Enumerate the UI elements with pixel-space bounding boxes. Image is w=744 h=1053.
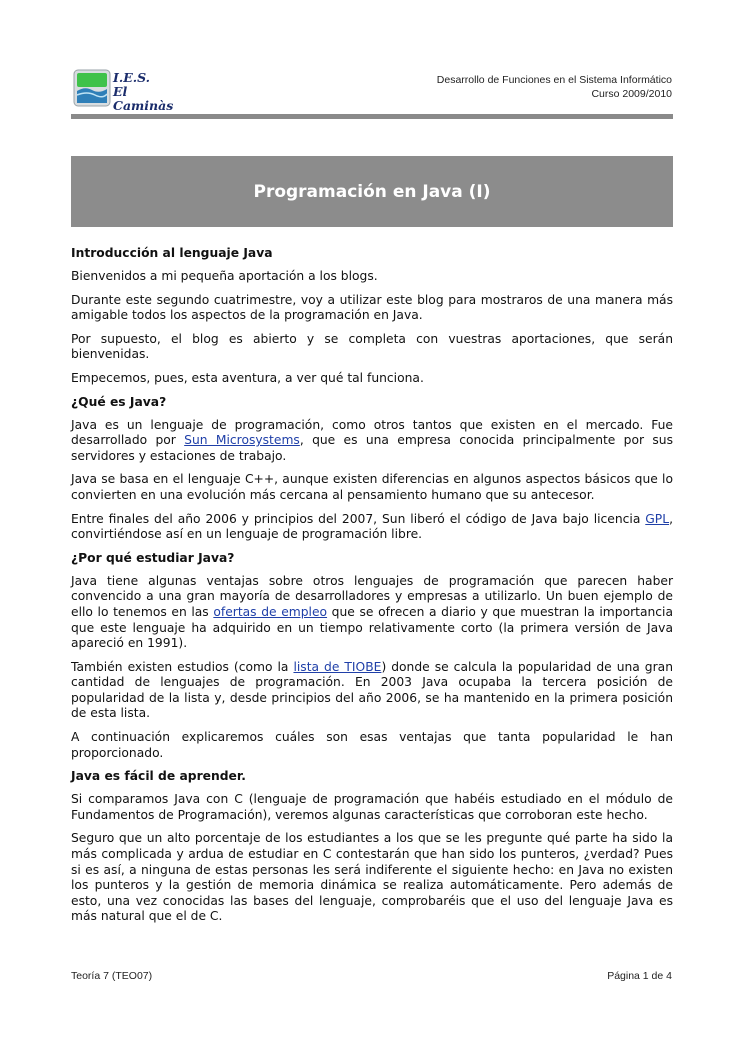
heading-what-is-java: ¿Qué es Java? <box>71 394 167 409</box>
text-span: También existen estudios (como la <box>71 659 294 674</box>
text-span: Java es un lenguaje de programación, como otros tantos que existen en el mercado. Fue desarrollado por <box>71 417 673 448</box>
paragraph: Empecemos, pues, esta aventura, a ver qué tal funciona. <box>71 370 424 385</box>
heading-java-easy: Java es fácil de aprender. <box>71 769 246 784</box>
header-course-info <box>437 73 672 101</box>
document-body <box>71 246 673 933</box>
paragraph: A continuación explicaremos cuáles son esas ventajas que tanta popularidad le han proporcionado. <box>71 730 673 760</box>
paragraph <box>71 574 673 652</box>
logo-line1: I.E.S. <box>113 70 151 85</box>
school-logo-icon <box>73 69 111 107</box>
logo-line2: El Caminàs <box>113 84 174 113</box>
paragraph: Bienvenidos a mi pequeña aportación a los blogs. <box>71 269 378 283</box>
course-title: Desarrollo de Funciones en el Sistema Informático <box>436 74 672 86</box>
link-gpl[interactable]: GPL <box>645 511 670 526</box>
paragraph: Durante este segundo cuatrimestre, voy a utilizar este blog para mostraros de una manera más amigable todos los aspectos de la programación en Java. <box>71 292 673 323</box>
paragraph <box>71 660 673 722</box>
header-divider <box>71 114 673 119</box>
footer-page-number: Página 1 de 4 <box>607 970 672 982</box>
text-span: ) donde se calcula la popularidad de una gran cantidad de lenguajes de programación. En 2003 Java ocupaba la tercera posición de popularidad de la lista y, desde principios del año 2006, se ha mantenido en la primera posición de esta lista. <box>71 659 674 721</box>
paragraph <box>71 418 673 465</box>
text-span: Java tiene algunas ventajas sobre otros lenguajes de programación que parecen haber convencido a una gran mayoría de desarrolladores y empresas a utilizarlo. Un buen ejemplo de ello lo tenemos en las <box>71 573 673 619</box>
paragraph: Por supuesto, el blog es abierto y se completa con vuestras aportaciones, que serán bienvenidas. <box>71 331 673 362</box>
footer-doc-code: Teoría 7 (TEO07) <box>71 970 153 982</box>
text-span: , convirtiéndose así en un lenguaje de programación libre. <box>71 511 673 542</box>
paragraph: Seguro que un alto porcentaje de los estudiantes a los que se les pregunte qué parte ha sido la más complicada y ardua de estudiar en C contestarán que han sido los punteros, ¿verdad? Pues si es así, a ninguna de estas personas les será indiferente el siguiente hecho: en Java no existen los punteros y la gestión de memoria dinámica se realiza automáticamente. Pero además de esto, una vez conocidas las bases del lenguaje, comprobaréis que el uso del lenguaje Java es más natural que el de C. <box>71 831 673 924</box>
heading-why-study-java: ¿Por qué estudiar Java? <box>71 550 235 565</box>
paragraph: Java se basa en el lenguaje C++, aunque existen diferencias en algunos aspectos básicos que lo convierten en una evolución más cercana al pensamiento humano que su antecesor. <box>71 472 673 502</box>
link-sun-microsystems[interactable]: Sun Microsystems <box>184 433 300 448</box>
heading-intro: Introducción al lenguaje Java <box>71 246 273 260</box>
title-banner <box>71 156 673 227</box>
text-span: que se ofrecen a diario y que muestran la importancia que este lenguaje ha adquirido en un tiempo relativamente corto (la primera versión de Java apareció en 1991). <box>71 604 674 651</box>
paragraph <box>71 512 673 543</box>
link-job-offers[interactable]: ofertas de empleo <box>213 604 328 619</box>
text-span: , que es una empresa conocida principalmente por sus servidores y estaciones de trabajo. <box>71 433 673 463</box>
text-span: Entre finales del año 2006 y principios del 2007, Sun liberó el código de Java bajo licencia <box>71 511 646 526</box>
page-title: Programación en Java (I) <box>253 181 491 202</box>
link-tiobe-list[interactable]: lista de TIOBE <box>293 659 382 674</box>
school-logo <box>73 69 185 113</box>
course-year: Curso 2009/2010 <box>591 88 672 100</box>
school-logo-text <box>113 71 185 113</box>
paragraph: Si comparamos Java con C (lenguaje de programación que habéis estudiado en el módulo de Fundamentos de Programación), veremos algunas características que corroboran este hecho. <box>71 792 673 822</box>
